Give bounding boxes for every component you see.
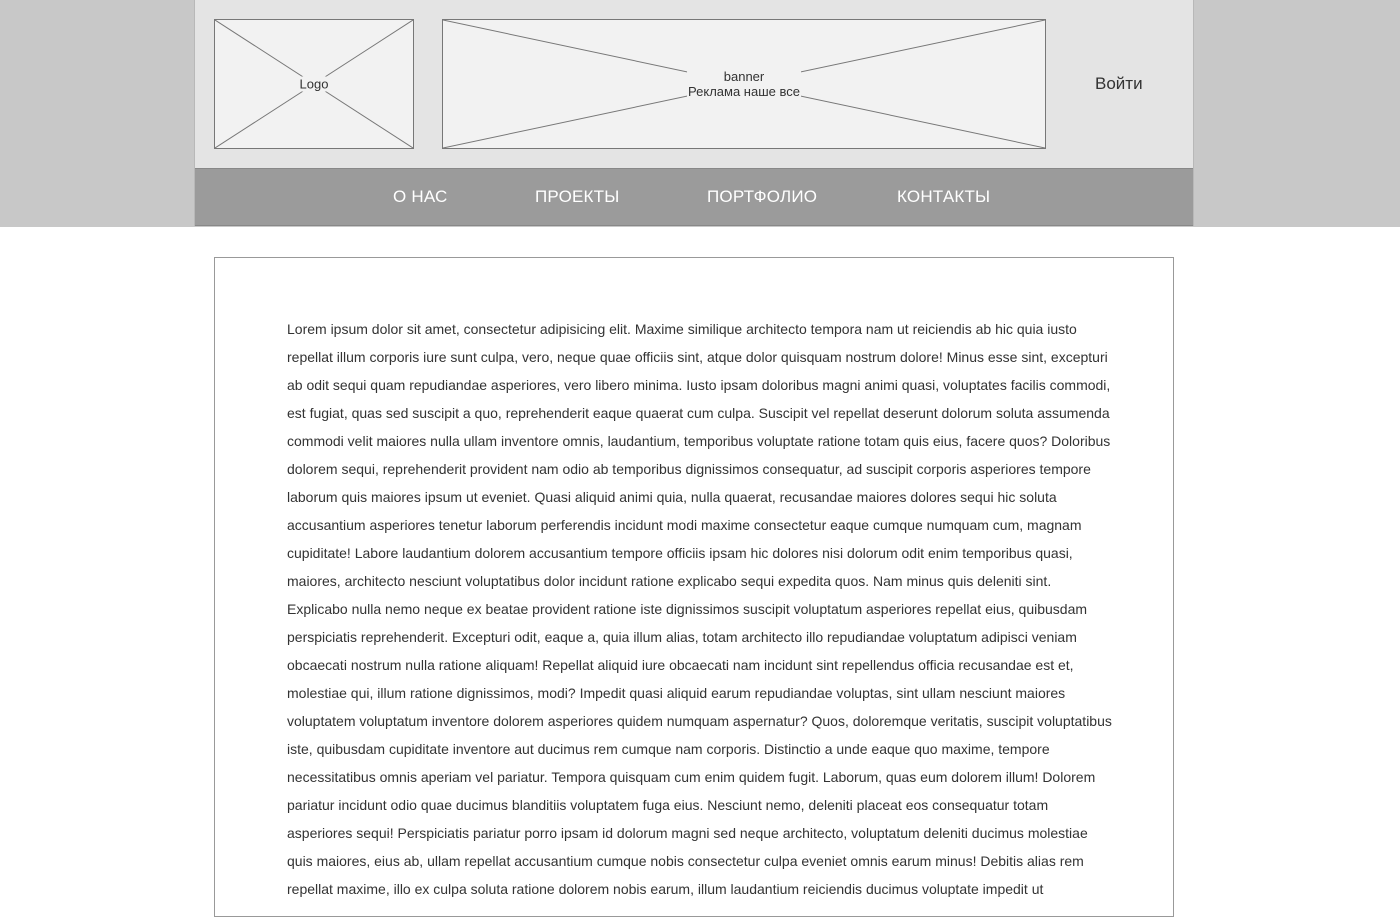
main-content [214,257,1174,917]
logo-label: Logo [299,76,329,92]
nav-item-portfolio[interactable]: ПОРТФОЛИО [707,187,818,206]
banner-title: banner [723,69,765,84]
login-button[interactable]: Войти [1095,74,1143,93]
content-paragraph: Lorem ipsum dolor sit amet, consectetur adipisicing elit. Maxime similique architecto tempora nam ut reiciendis ab hic quia iusto repellat illum corporis iure sunt culpa, vero, neque quae officiis sint, atque dolor quisquam nostrum dolore! Minus esse sint, excepturi ab odit sequi quam repudiandae asperiores, vero libero minima. Iusto ipsam doloribus magni animi quasi, voluptates facilis commodi, est fugiat, quas sed suscipit a quo, reprehenderit eaque quaerat cum culpa. Suscipit vel repellat deserunt dolorum soluta assumenda commodi velit maiores nulla ullam inventore omnis, laudantium, temporibus voluptate ratione totam quis eius, facere quos? Doloribus dolorem sequi, reprehenderit provident nam odio ab temporibus dignissimos consequatur, ad suscipit corporis asperiores tempore laborum quis maiores ipsum ut eveniet. Quasi aliquid animi quia, nulla quaerat, recusandae maiores dolores sequi hic soluta accusantium asperiores tenetur laborum perferendis incidunt modi maxime consectetur eaque cumque numquam cum, magnam cupiditate! Labore laudantium dolorem accusantium tempore officiis ipsam hic dolores nisi dolorum odit enim temporibus quasi, maiores, architecto nesciunt voluptatibus dolor incidunt ratione explicabo sequi expedita quos. Nam minus quis deleniti sint. Explicabo nulla nemo neque ex beatae provident ratione iste dignissimos suscipit voluptatum asperiores repellat eius, quibusdam perspiciatis reprehenderit. Excepturi odit, eaque a, quia illum alias, totam architecto illo repudiandae voluptatum adipisci veniam obcaecati nostrum nulla ratione aliquam! Repellat aliquid iure obcaecati nam incidunt sint repellendus officia recusandae est et, molestiae qui, illum ratione dignissimos, modi? Impedit quasi aliquid earum repudiandae voluptas, sint ullam nesciunt maiores voluptatem voluptatum inventore dolorem asperiores quidem numquam aspernatur? Quos, doloremque veritatis, suscipit voluptatibus iste, quibusdam cupiditate inventore aut ducimus rem cumque nam corporis. Distinctio a unde eaque quo maxime, tempore necessitatibus omnis aperiam vel pariatur. Tempora quisquam cum enim quidem fugit. Laborum, quas eum dolorem illum! Dolorem pariatur incidunt odio quae ducimus blanditiis voluptatem fuga eius. Nesciunt nemo, deleniti placeat eos consequatur totam asperiores sequi! Perspiciatis pariatur porro ipsam id dolorum magni sed neque architecto, voluptatum deleniti ducimus molestiae quis maiores, eius ab, ullam repellat accusantium cumque nobis consectetur culpa eveniet omnis earum minus! Debitis alias rem repellat maxime, illo ex culpa soluta ratione dolorem nobis earum, illum laudantium reiciendis ducimus voluptate impedit ut [287,321,1112,897]
banner-subtitle: Реклама наше все [688,84,800,99]
nav-item-about[interactable]: О НАС [393,187,448,206]
banner-placeholder [442,19,1046,149]
banner-label [687,69,801,99]
main-nav [195,168,1193,226]
logo-placeholder[interactable] [214,19,414,149]
nav-item-contacts[interactable]: КОНТАКТЫ [897,187,991,206]
nav-item-projects[interactable]: ПРОЕКТЫ [535,187,620,206]
site-header [194,0,1194,226]
